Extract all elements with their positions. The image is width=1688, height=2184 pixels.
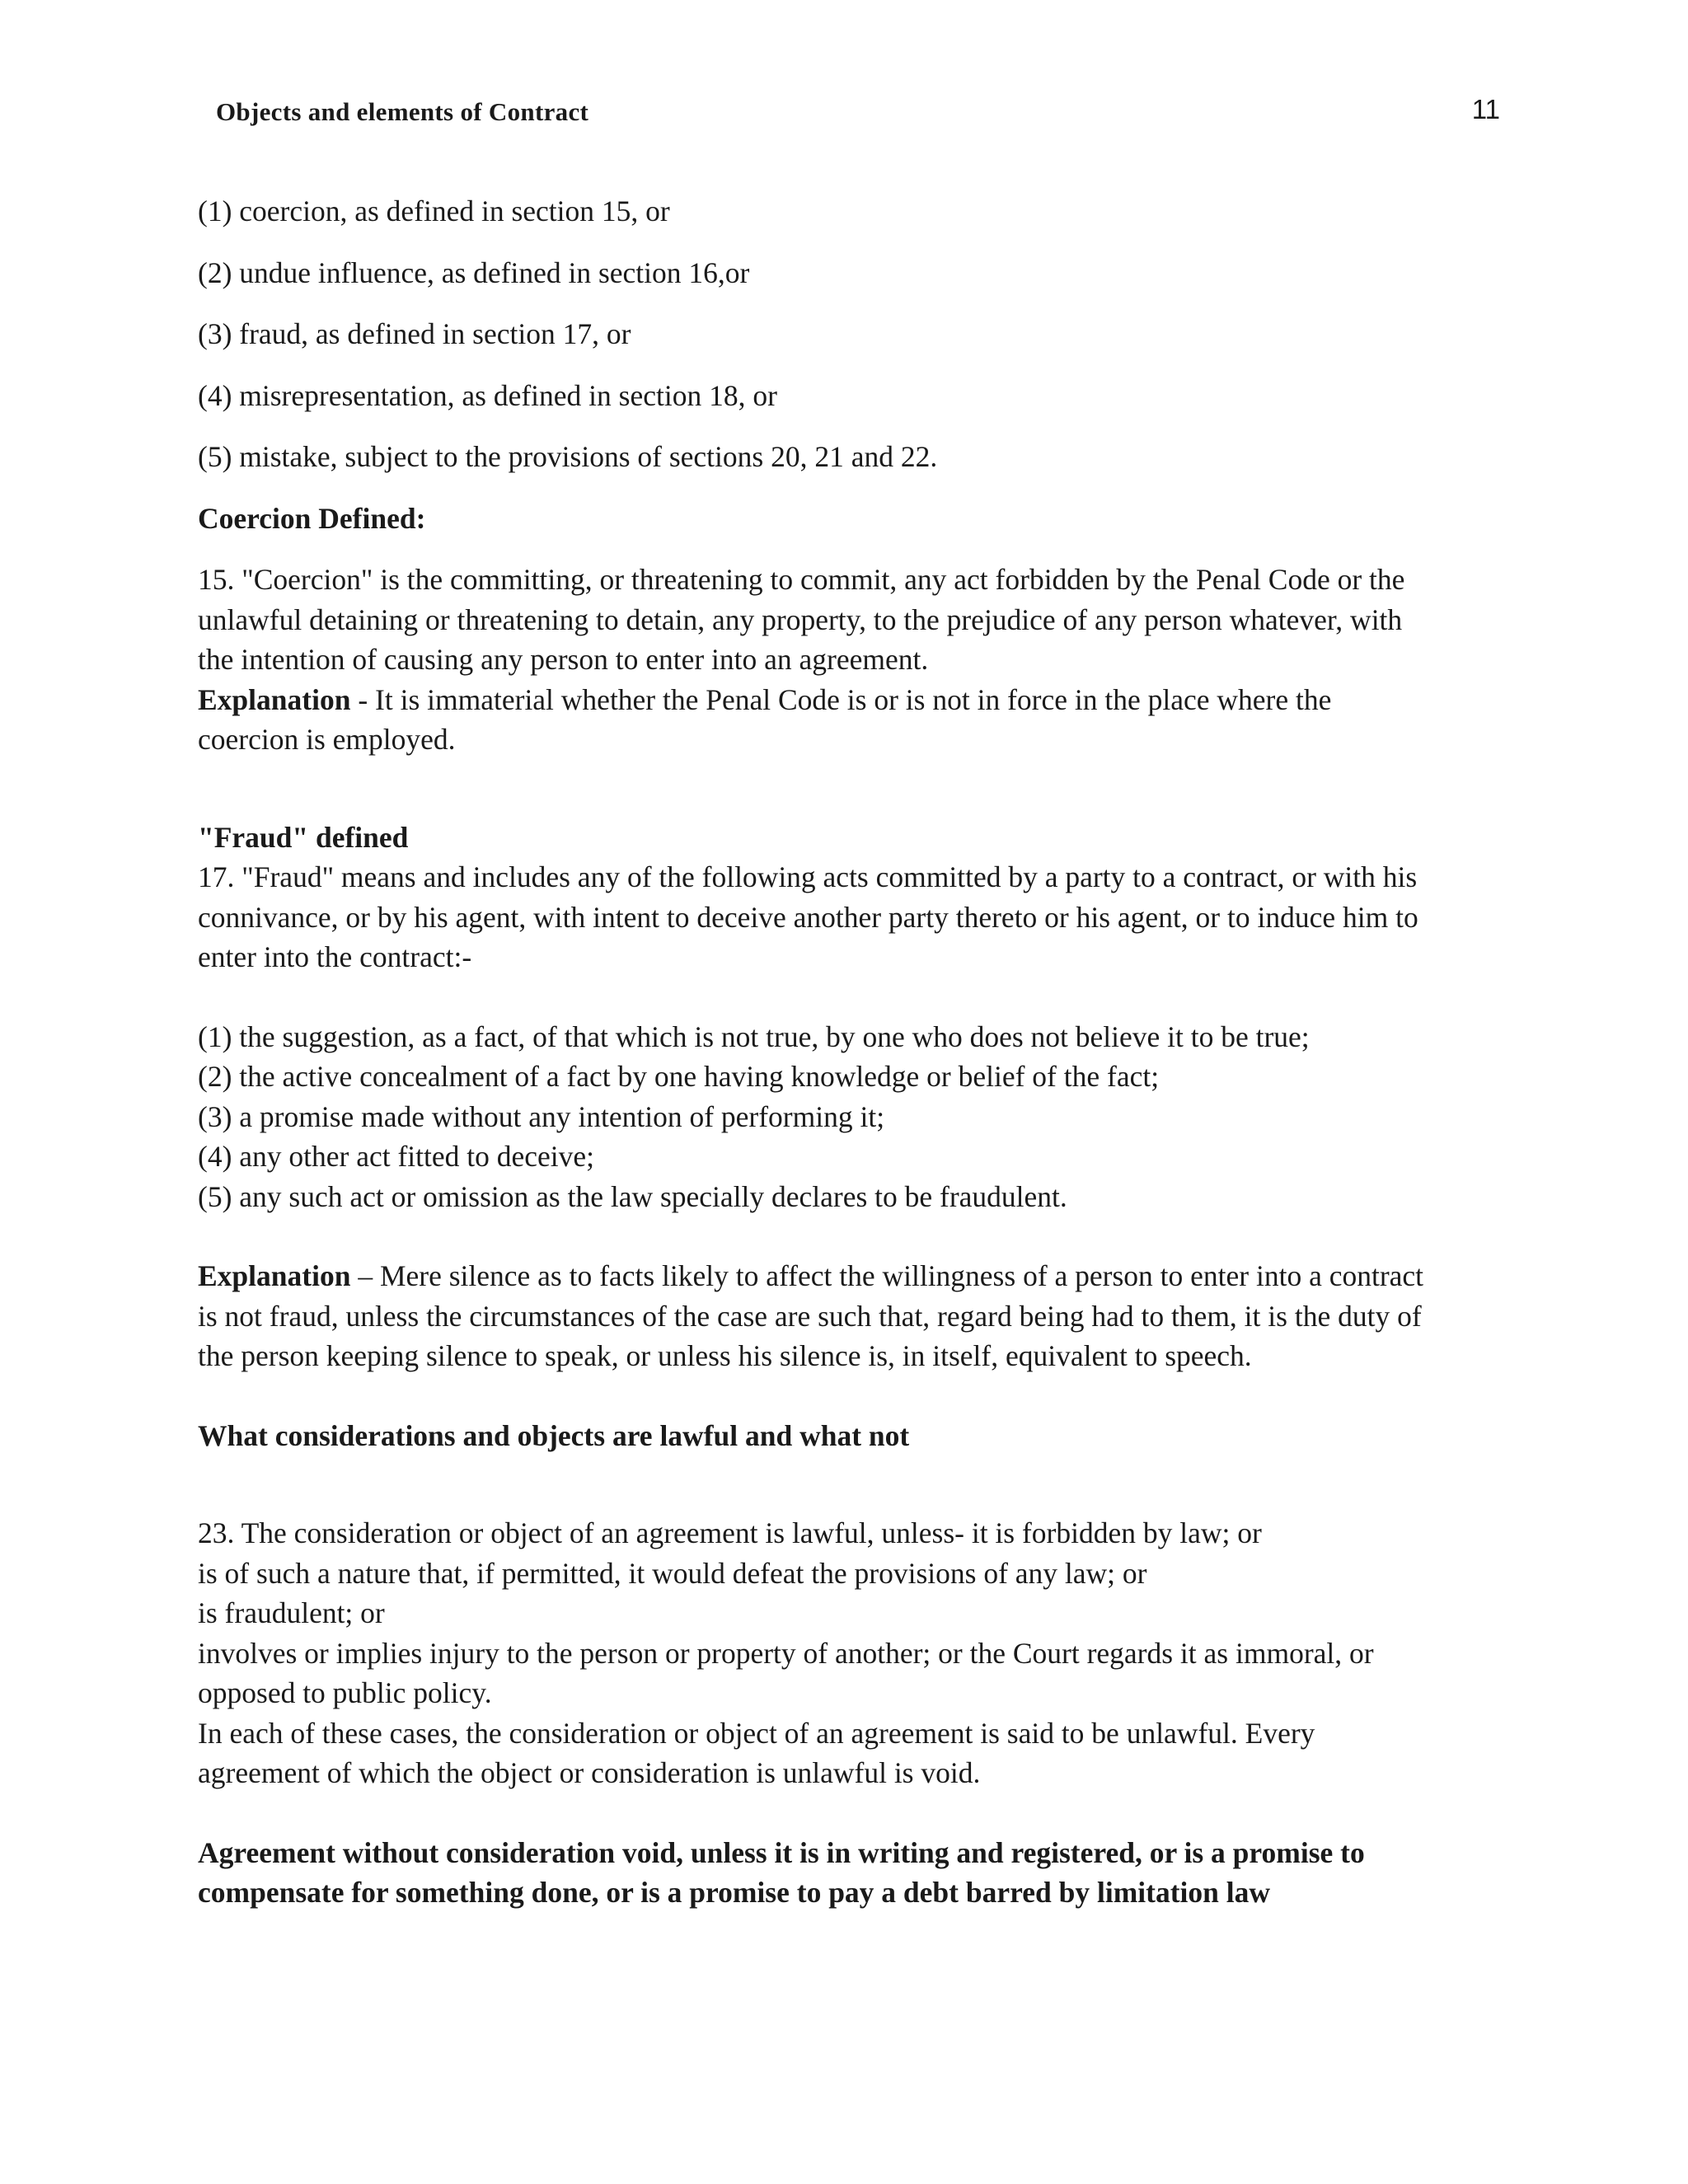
explanation-label: Explanation	[198, 1259, 351, 1292]
heading-line: compensate for something done, or is a promise to pay a debt barred by limitation law	[198, 1876, 1271, 1909]
paragraph-line: enter into the contract:-	[198, 940, 472, 973]
coercion-explanation	[198, 680, 1508, 720]
paragraph-line: the person keeping silence to speak, or unless his silence is, in itself, equivalent to speech.	[198, 1339, 1252, 1372]
explanation-text: - It is immaterial whether the Penal Code is or is not in force in the place where the	[350, 682, 1332, 716]
list-item: (5) mistake, subject to the provisions of sections 20, 21 and 22.	[198, 440, 938, 473]
page-number: 11	[1471, 94, 1500, 124]
consent-causes-list	[198, 191, 1508, 477]
heading-line: Agreement without consideration void, unless it is in writing and registered, or is a promise to	[198, 1835, 1365, 1869]
paragraph-line: is not fraud, unless the circumstances of the case are such that, regard being had to them, it is the duty of	[198, 1299, 1422, 1333]
explanation-label: Explanation	[198, 682, 351, 716]
list-item: (4) misrepresentation, as defined in section 18, or	[198, 378, 777, 412]
list-item: (4) any other act fitted to deceive;	[198, 1140, 595, 1173]
coercion-definition	[198, 560, 1508, 760]
paragraph-line: involves or implies injury to the person or property of another; or the Court regards it as immoral, or	[198, 1636, 1374, 1670]
paragraph-line: is fraudulent; or	[198, 1596, 385, 1629]
paragraph-line: In each of these cases, the consideration or object of an agreement is said to be unlawful. Every	[198, 1716, 1315, 1750]
fraud-explanation	[198, 1256, 1508, 1376]
running-header-title: Objects and elements of Contract	[216, 97, 589, 126]
paragraph-line: 23. The consideration or object of an agreement is lawful, unless- it is forbidden by law; or	[198, 1516, 1262, 1549]
fraud-definition	[198, 857, 1508, 977]
fraud-heading: "Fraud" defined	[198, 820, 409, 854]
lawful-section	[198, 1513, 1508, 1793]
list-item: (1) coercion, as defined in section 15, or	[198, 194, 670, 227]
lawful-heading: What considerations and objects are lawful and what not	[198, 1418, 910, 1452]
paragraph-line: connivance, or by his agent, with intent to deceive another party thereto or his agent, or to induce him to	[198, 900, 1418, 934]
list-item: (2) undue influence, as defined in section 16,or	[198, 255, 750, 289]
paragraph-line: unlawful detaining or threatening to detain, any property, to the prejudice of any person whatever, with	[198, 602, 1403, 636]
paragraph-line: coercion is employed.	[198, 723, 456, 756]
paragraph-line: 15. "Coercion" is the committing, or threatening to commit, any act forbidden by the Penal Code or the	[198, 563, 1405, 596]
list-item: (1) the suggestion, as a fact, of that which is not true, by one who does not believe it to be true;	[198, 1019, 1310, 1053]
paragraph-line: the intention of causing any person to enter into an agreement.	[198, 643, 929, 676]
paragraph-line: agreement of which the object or consideration is unlawful is void.	[198, 1756, 981, 1789]
fraud-acts-list	[198, 1017, 1508, 1217]
coercion-heading: Coercion Defined:	[198, 501, 426, 535]
list-item: (3) a promise made without any intention of performing it;	[198, 1099, 885, 1133]
paragraph-line: is of such a nature that, if permitted, it would defeat the provisions of any law; or	[198, 1556, 1147, 1590]
page-body	[198, 191, 1508, 1913]
paragraph-line: opposed to public policy.	[198, 1676, 492, 1709]
list-item: (3) fraud, as defined in section 17, or	[198, 317, 631, 350]
explanation-text: – Mere silence as to facts likely to affect the willingness of a person to enter into a contract	[350, 1259, 1424, 1292]
list-item: (5) any such act or omission as the law specially declares to be fraudulent.	[198, 1179, 1067, 1213]
agreement-heading	[198, 1833, 1508, 1913]
list-item: (2) the active concealment of a fact by one having knowledge or belief of the fact;	[198, 1060, 1160, 1093]
paragraph-line: 17. "Fraud" means and includes any of the following acts committed by a party to a contract, or with his	[198, 860, 1418, 893]
